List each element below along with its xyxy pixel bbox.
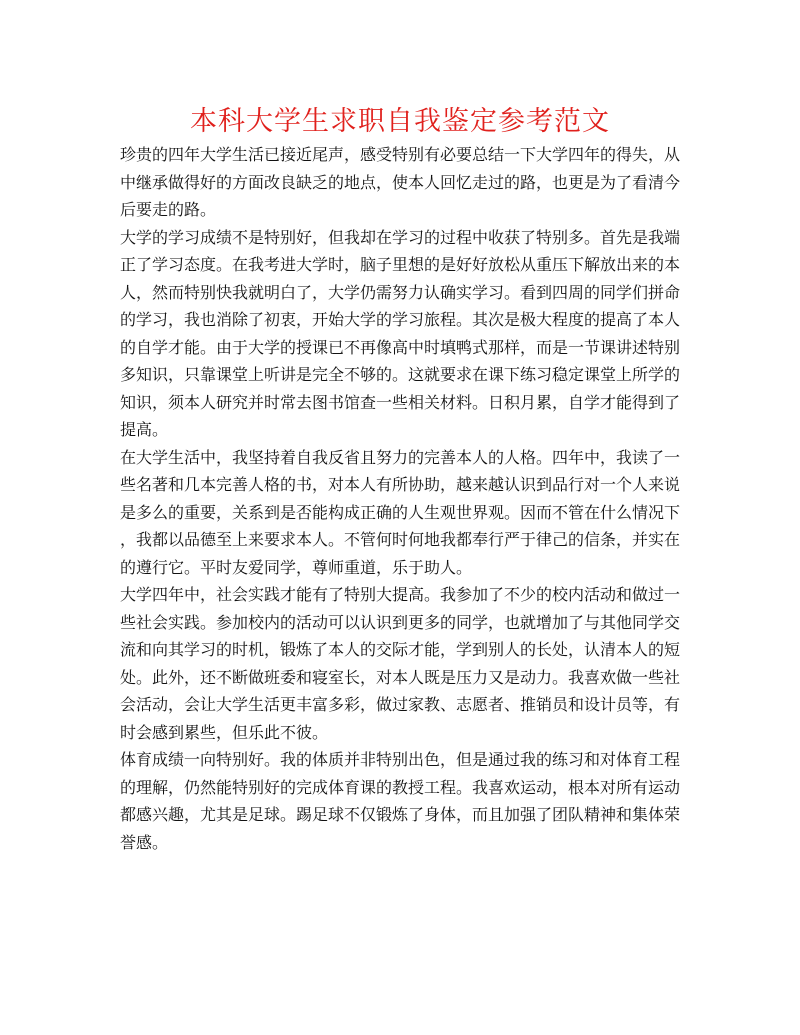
text-line: 大学的学习成绩不是特别好，但我却在学习的过程中收获了特别多。首先是我端 [120,227,680,247]
text-line: 时会感到累些，但乐此不彼。 [120,722,329,742]
text-line: 中继承做得好的方面改良缺乏的地点，使本人回忆走过的路，也更是为了看清今 [120,172,680,192]
text-line: 些社会实践。参加校内的活动可以认识到更多的同学，也就增加了与其他同学交 [120,612,680,632]
text-line: 流和向其学习的时机，锻炼了本人的交际才能，学到别人的长处，认清本人的短 [120,640,680,659]
text-line: 会活动，会让大学生活更丰富多彩，做过家教、志愿者、推销员和设计员等，有 [120,695,680,714]
text-line: 正了学习态度。在我考进大学时，脑子里想的是好好放松从重压下解放出来的本 [120,255,680,274]
document-title: 本科大学生求职自我鉴定参考范文 [190,106,610,137]
text-line: 知识，须本人研究并时常去图书馆查一些相关材料。日积月累，自学才能得到了 [120,392,680,412]
text-line: 的自学才能。由于大学的授课已不再像高中时填鸭式那样，而是一节课讲述特别 [120,337,680,357]
text-line: 后要走的路。 [120,200,217,219]
text-line: 的理解，仍然能特别好的完成体育课的教授工程。我喜欢运动，根本对所有运动 [120,777,680,797]
document-body [120,141,680,856]
text-line: 大学四年中，社会实践才能有了特别大提高。我参加了不少的校内活动和做过一 [120,585,680,604]
paragraph-2 [120,224,680,444]
text-line: 都感兴趣，尤其是足球。踢足球不仅锻炼了身体，而且加强了团队精神和集体荣 [120,805,680,824]
text-line: 提高。 [120,420,169,439]
text-line: ，我都以品德至上来要求本人。不管何时何地我都奉行严于律己的信条，并实在 [120,530,680,549]
paragraph-4 [120,581,680,746]
text-line: 些名著和几本完善人格的书，对本人有所协助，越来越认识到品行对一个人来说 [120,475,680,494]
text-line: 珍贵的四年大学生活已接近尾声，感受特别有必要总结一下大学四年的得失，从 [120,145,680,164]
text-line: 在大学生活中，我坚持着自我反省且努力的完善本人的人格。四年中，我读了一 [120,447,680,467]
text-line: 誉感。 [120,832,169,852]
paragraph-3 [120,444,680,582]
paragraph-5 [120,746,680,856]
text-line: 的遵行它。平时友爱同学，尊师重道，乐于助人。 [120,557,473,577]
paragraph-1 [120,141,680,224]
text-line: 人，然而特别快我就明白了，大学仍需努力认确实学习。看到四周的同学们拼命 [120,282,680,302]
text-line: 是多么的重要，关系到是否能构成正确的人生观世界观。因而不管在什么情况下 [120,502,680,522]
text-line: 的学习，我也消除了初衷，开始大学的学习旅程。其次是极大程度的提高了本人 [120,310,680,329]
text-line: 体育成绩一向特别好。我的体质并非特别出色，但是通过我的练习和对体育工程 [120,750,680,769]
text-line: 多知识，只靠课堂上听讲是完全不够的。这就要求在课下练习稳定课堂上所学的 [120,365,680,384]
text-line: 处。此外，还不断做班委和寝室长，对本人既是压力又是动力。我喜欢做一些社 [120,667,680,687]
